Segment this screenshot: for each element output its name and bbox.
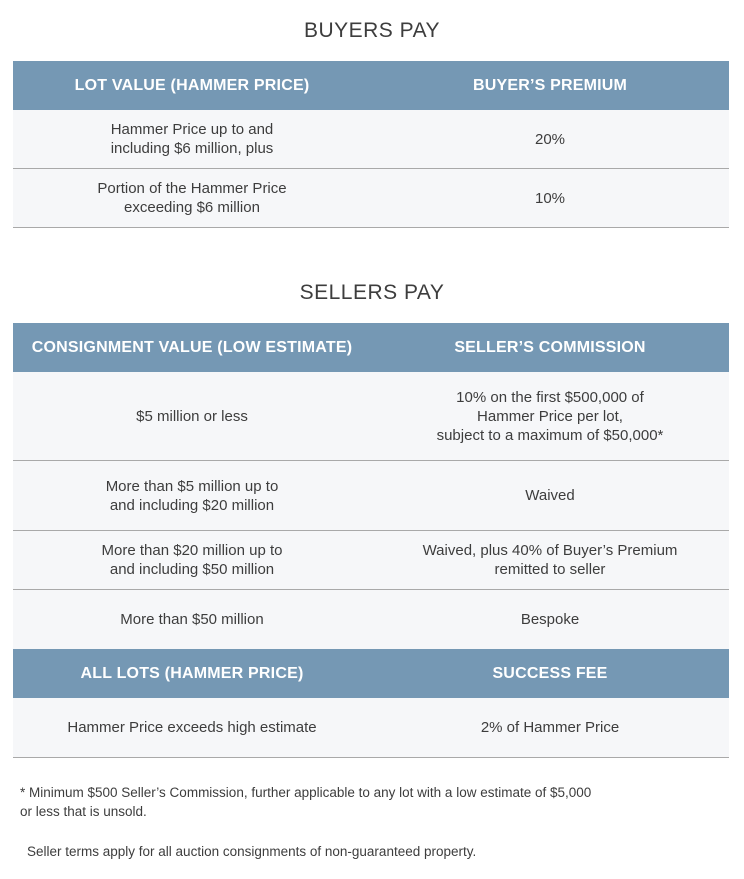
column-header-success-fee: SUCCESS FEE bbox=[492, 665, 608, 682]
buyers-pay-table bbox=[13, 61, 729, 228]
success-fee-header-row bbox=[13, 649, 729, 698]
commission-cell: Waived bbox=[525, 487, 575, 504]
commission-cell: 10% on the first $500,000 of Hammer Price per lot, subject to a maximum of $50,000* bbox=[436, 388, 664, 444]
success-fee-cell: 2% of Hammer Price bbox=[480, 719, 620, 736]
consignment-value-cell: More than $50 million bbox=[120, 611, 264, 628]
column-header-consignment-value: CONSIGNMENT VALUE (LOW ESTIMATE) bbox=[31, 339, 353, 356]
sellers-pay-title: SELLERS PAY bbox=[299, 281, 445, 304]
table-row bbox=[13, 169, 729, 228]
table-header-row bbox=[13, 61, 729, 110]
lot-value-cell: Portion of the Hammer Price exceeding $6 million bbox=[97, 180, 287, 216]
commission-cell: Bespoke bbox=[520, 611, 580, 628]
sellers-pay-table bbox=[13, 323, 729, 758]
lot-value-cell: Hammer Price up to and including $6 million, plus bbox=[110, 121, 274, 157]
column-header-lot-value: LOT VALUE (HAMMER PRICE) bbox=[74, 77, 310, 94]
table-row bbox=[13, 461, 729, 531]
premium-cell: 20% bbox=[534, 130, 566, 148]
buyers-pay-title: BUYERS PAY bbox=[303, 19, 441, 42]
table-row bbox=[13, 372, 729, 461]
table-row bbox=[13, 590, 729, 649]
table-row bbox=[13, 110, 729, 169]
table-header-row bbox=[13, 323, 729, 372]
consignment-value-cell: More than $5 million up to and including $20 million bbox=[105, 477, 279, 514]
consignment-value-cell: $5 million or less bbox=[136, 407, 248, 425]
premium-cell: 10% bbox=[534, 189, 566, 207]
table-row bbox=[13, 531, 729, 590]
all-lots-cell: Hammer Price exceeds high estimate bbox=[67, 719, 317, 736]
column-header-sellers-commission: SELLER’S COMMISSION bbox=[454, 339, 646, 356]
column-header-all-lots: ALL LOTS (HAMMER PRICE) bbox=[80, 665, 304, 682]
commission-cell: Waived, plus 40% of Buyer’s Premium remitted to seller bbox=[422, 542, 678, 578]
seller-terms-note: Seller terms apply for all auction consignments of non-guaranteed property. bbox=[27, 844, 477, 859]
consignment-value-cell: More than $20 million up to and including $50 million bbox=[101, 542, 283, 578]
table-row bbox=[13, 698, 729, 758]
minimum-commission-footnote: * Minimum $500 Seller’s Commission, further applicable to any lot with a low estimate of $5,000 or less that is unsold. bbox=[20, 785, 592, 819]
column-header-buyers-premium: BUYER’S PREMIUM bbox=[472, 77, 628, 94]
